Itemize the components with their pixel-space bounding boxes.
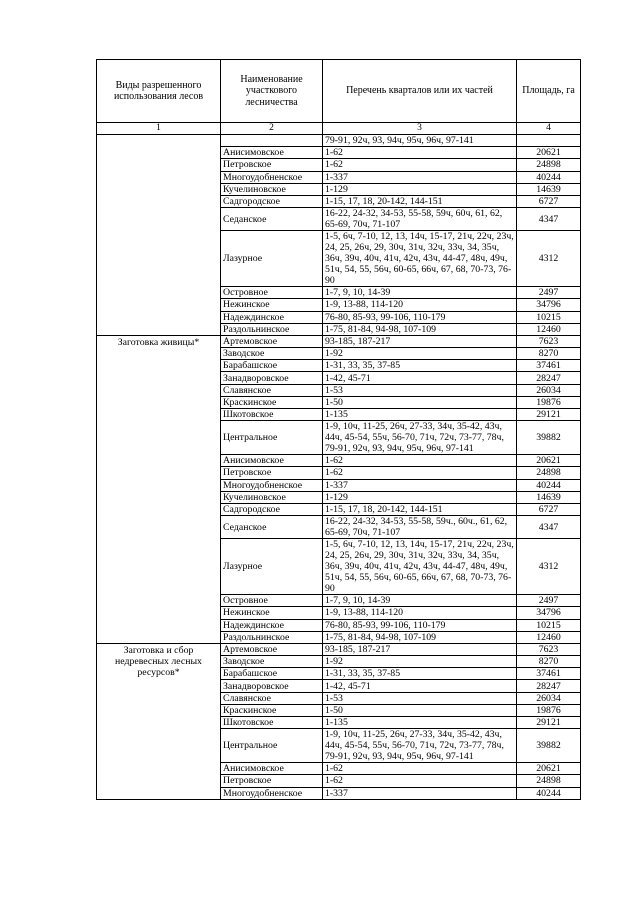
area-cell	[517, 135, 581, 147]
area-cell: 2497	[517, 287, 581, 299]
quarters-cell: 93-185, 187-217	[323, 335, 517, 347]
forest-use-table	[96, 59, 581, 800]
quarters-cell: 1-62	[323, 147, 517, 159]
quarters-cell: 76-80, 85-93, 99-106, 110-179	[323, 311, 517, 323]
district-name-cell: Барабашское	[221, 668, 323, 680]
area-cell: 40244	[517, 171, 581, 183]
quarters-cell: 79-91, 92ч, 93, 94ч, 95ч, 96ч, 97-141	[323, 135, 517, 147]
quarters-cell: 1-42, 45-71	[323, 372, 517, 384]
area-cell: 34796	[517, 299, 581, 311]
quarters-cell: 1-337	[323, 479, 517, 491]
column-number: 1	[97, 123, 221, 135]
district-name-cell: Анисимовское	[221, 147, 323, 159]
district-name-cell: Петровское	[221, 467, 323, 479]
quarters-cell: 1-337	[323, 787, 517, 799]
district-name-cell: Артемовское	[221, 335, 323, 347]
district-name-cell: Островное	[221, 595, 323, 607]
area-cell: 37461	[517, 668, 581, 680]
district-name-cell: Центральное	[221, 421, 323, 455]
table-row	[97, 135, 581, 147]
area-cell: 6727	[517, 195, 581, 207]
area-cell: 26034	[517, 384, 581, 396]
district-name-cell: Петровское	[221, 775, 323, 787]
quarters-cell: 1-129	[323, 183, 517, 195]
district-name-cell: Заводское	[221, 348, 323, 360]
district-name-cell	[221, 135, 323, 147]
area-cell: 12460	[517, 323, 581, 335]
area-cell: 8270	[517, 656, 581, 668]
column-number-row	[97, 123, 581, 135]
area-cell: 4347	[517, 516, 581, 539]
quarters-cell: 1-62	[323, 775, 517, 787]
area-cell: 2497	[517, 595, 581, 607]
quarters-cell: 1-9, 13-88, 114-120	[323, 299, 517, 311]
area-cell: 14639	[517, 183, 581, 195]
table-header	[97, 60, 581, 135]
district-name-cell: Нежинское	[221, 299, 323, 311]
quarters-cell: 76-80, 85-93, 99-106, 110-179	[323, 619, 517, 631]
area-cell: 20621	[517, 763, 581, 775]
use-type-cell: Заготовка и сбор недревесных лесных ресурсов*	[97, 643, 221, 799]
area-cell: 20621	[517, 147, 581, 159]
area-cell: 14639	[517, 491, 581, 503]
district-name-cell: Артемовское	[221, 643, 323, 655]
district-name-cell: Кучелиновское	[221, 491, 323, 503]
quarters-cell: 1-75, 81-84, 94-98, 107-109	[323, 323, 517, 335]
district-name-cell: Многоудобненское	[221, 787, 323, 799]
area-cell: 24898	[517, 159, 581, 171]
district-name-cell: Краскинское	[221, 396, 323, 408]
district-name-cell: Садгородское	[221, 195, 323, 207]
quarters-cell: 1-42, 45-71	[323, 680, 517, 692]
quarters-cell: 1-129	[323, 491, 517, 503]
quarters-cell: 1-9, 10ч, 11-25, 26ч, 27-33, 34ч, 35-42, 43ч, 44ч, 45-54, 55ч, 56-70, 71ч, 72ч, 73-77, 78ч, 79-91, 92ч, 93, 94ч, 95ч, 96ч, 97-141	[323, 729, 517, 763]
quarters-cell: 1-62	[323, 455, 517, 467]
table-body	[97, 135, 581, 800]
district-name-cell: Шкотовское	[221, 409, 323, 421]
quarters-cell: 1-9, 13-88, 114-120	[323, 607, 517, 619]
district-name-cell: Анисимовское	[221, 763, 323, 775]
table-row	[97, 335, 581, 347]
quarters-cell: 1-9, 10ч, 11-25, 26ч, 27-33, 34ч, 35-42, 43ч, 44ч, 45-54, 55ч, 56-70, 71ч, 72ч, 73-77, 78ч, 79-91, 92ч, 93, 94ч, 95ч, 96ч, 97-141	[323, 421, 517, 455]
quarters-cell: 1-62	[323, 159, 517, 171]
district-name-cell: Многоудобненское	[221, 171, 323, 183]
area-cell: 19876	[517, 396, 581, 408]
area-cell: 10215	[517, 619, 581, 631]
area-cell: 39882	[517, 729, 581, 763]
area-cell: 10215	[517, 311, 581, 323]
quarters-cell: 93-185, 187-217	[323, 643, 517, 655]
quarters-cell: 1-5, 6ч, 7-10, 12, 13, 14ч, 15-17, 21ч, 22ч, 23ч, 24, 25, 26ч, 29, 30ч, 31ч, 32ч, 33ч, 34, 35ч, 36ч, 39ч, 40ч, 41ч, 42ч, 43ч, 44-47, 48ч, 49ч, 51ч, 54, 55, 56ч, 60-65, 66ч, 67, 68, 70-73, 76-90	[323, 539, 517, 595]
header-quarters-list: Перечень кварталов или их частей	[323, 60, 517, 123]
district-name-cell: Нежинское	[221, 607, 323, 619]
header-use-type: Виды разрешенного использования лесов	[97, 60, 221, 123]
area-cell: 37461	[517, 360, 581, 372]
district-name-cell: Островное	[221, 287, 323, 299]
area-cell: 24898	[517, 467, 581, 479]
quarters-cell: 1-135	[323, 717, 517, 729]
header-district-name: Наименование участкового лесничества	[221, 60, 323, 123]
district-name-cell: Надеждинское	[221, 311, 323, 323]
area-cell: 29121	[517, 717, 581, 729]
area-cell: 39882	[517, 421, 581, 455]
district-name-cell: Славянское	[221, 384, 323, 396]
quarters-cell: 1-62	[323, 467, 517, 479]
quarters-cell: 1-337	[323, 171, 517, 183]
area-cell: 6727	[517, 503, 581, 515]
quarters-cell: 1-92	[323, 348, 517, 360]
district-name-cell: Кучелиновское	[221, 183, 323, 195]
area-cell: 34796	[517, 607, 581, 619]
use-type-cell	[97, 135, 221, 336]
quarters-cell: 1-31, 33, 35, 37-85	[323, 360, 517, 372]
district-name-cell: Лазурное	[221, 231, 323, 287]
column-number: 2	[221, 123, 323, 135]
district-name-cell: Садгородское	[221, 503, 323, 515]
area-cell: 4312	[517, 539, 581, 595]
quarters-cell: 1-135	[323, 409, 517, 421]
area-cell: 28247	[517, 372, 581, 384]
table-row	[97, 643, 581, 655]
column-number: 4	[517, 123, 581, 135]
area-cell: 19876	[517, 704, 581, 716]
quarters-cell: 1-15, 17, 18, 20-142, 144-151	[323, 195, 517, 207]
district-name-cell: Раздольнинское	[221, 631, 323, 643]
area-cell: 28247	[517, 680, 581, 692]
use-type-cell: Заготовка живицы*	[97, 335, 221, 643]
area-cell: 24898	[517, 775, 581, 787]
quarters-cell: 1-31, 33, 35, 37-85	[323, 668, 517, 680]
district-name-cell: Седанское	[221, 516, 323, 539]
district-name-cell: Раздольнинское	[221, 323, 323, 335]
quarters-cell: 1-62	[323, 763, 517, 775]
header-area: Площадь, га	[517, 60, 581, 123]
district-name-cell: Седанское	[221, 208, 323, 231]
district-name-cell: Анисимовское	[221, 455, 323, 467]
area-cell: 40244	[517, 787, 581, 799]
area-cell: 4347	[517, 208, 581, 231]
district-name-cell: Заводское	[221, 656, 323, 668]
quarters-cell: 1-5, 6ч, 7-10, 12, 13, 14ч, 15-17, 21ч, 22ч, 23ч, 24, 25, 26ч, 29, 30ч, 31ч, 32ч, 33ч, 34, 35ч, 36ч, 39ч, 40ч, 41ч, 42ч, 43ч, 44-47, 48ч, 49ч, 51ч, 54, 55, 56ч, 60-65, 66ч, 67, 68, 70-73, 76-90	[323, 231, 517, 287]
area-cell: 26034	[517, 692, 581, 704]
district-name-cell: Петровское	[221, 159, 323, 171]
district-name-cell: Барабашское	[221, 360, 323, 372]
area-cell: 8270	[517, 348, 581, 360]
area-cell: 7623	[517, 643, 581, 655]
quarters-cell: 1-92	[323, 656, 517, 668]
district-name-cell: Краскинское	[221, 704, 323, 716]
district-name-cell: Занадворовское	[221, 372, 323, 384]
district-name-cell: Занадворовское	[221, 680, 323, 692]
quarters-cell: 16-22, 24-32, 34-53, 55-58, 59ч, 60ч, 61, 62, 65-69, 70ч, 71-107	[323, 208, 517, 231]
quarters-cell: 1-75, 81-84, 94-98, 107-109	[323, 631, 517, 643]
area-cell: 7623	[517, 335, 581, 347]
area-cell: 12460	[517, 631, 581, 643]
quarters-cell: 1-7, 9, 10, 14-39	[323, 595, 517, 607]
district-name-cell: Славянское	[221, 692, 323, 704]
quarters-cell: 1-7, 9, 10, 14-39	[323, 287, 517, 299]
district-name-cell: Многоудобненское	[221, 479, 323, 491]
district-name-cell: Надеждинское	[221, 619, 323, 631]
area-cell: 29121	[517, 409, 581, 421]
area-cell: 4312	[517, 231, 581, 287]
quarters-cell: 1-15, 17, 18, 20-142, 144-151	[323, 503, 517, 515]
quarters-cell: 1-50	[323, 704, 517, 716]
quarters-cell: 16-22, 24-32, 34-53, 55-58, 59ч., 60ч., 61, 62, 65-69, 70ч, 71-107	[323, 516, 517, 539]
column-number: 3	[323, 123, 517, 135]
district-name-cell: Лазурное	[221, 539, 323, 595]
quarters-cell: 1-53	[323, 692, 517, 704]
district-name-cell: Центральное	[221, 729, 323, 763]
quarters-cell: 1-53	[323, 384, 517, 396]
quarters-cell: 1-50	[323, 396, 517, 408]
area-cell: 40244	[517, 479, 581, 491]
area-cell: 20621	[517, 455, 581, 467]
district-name-cell: Шкотовское	[221, 717, 323, 729]
